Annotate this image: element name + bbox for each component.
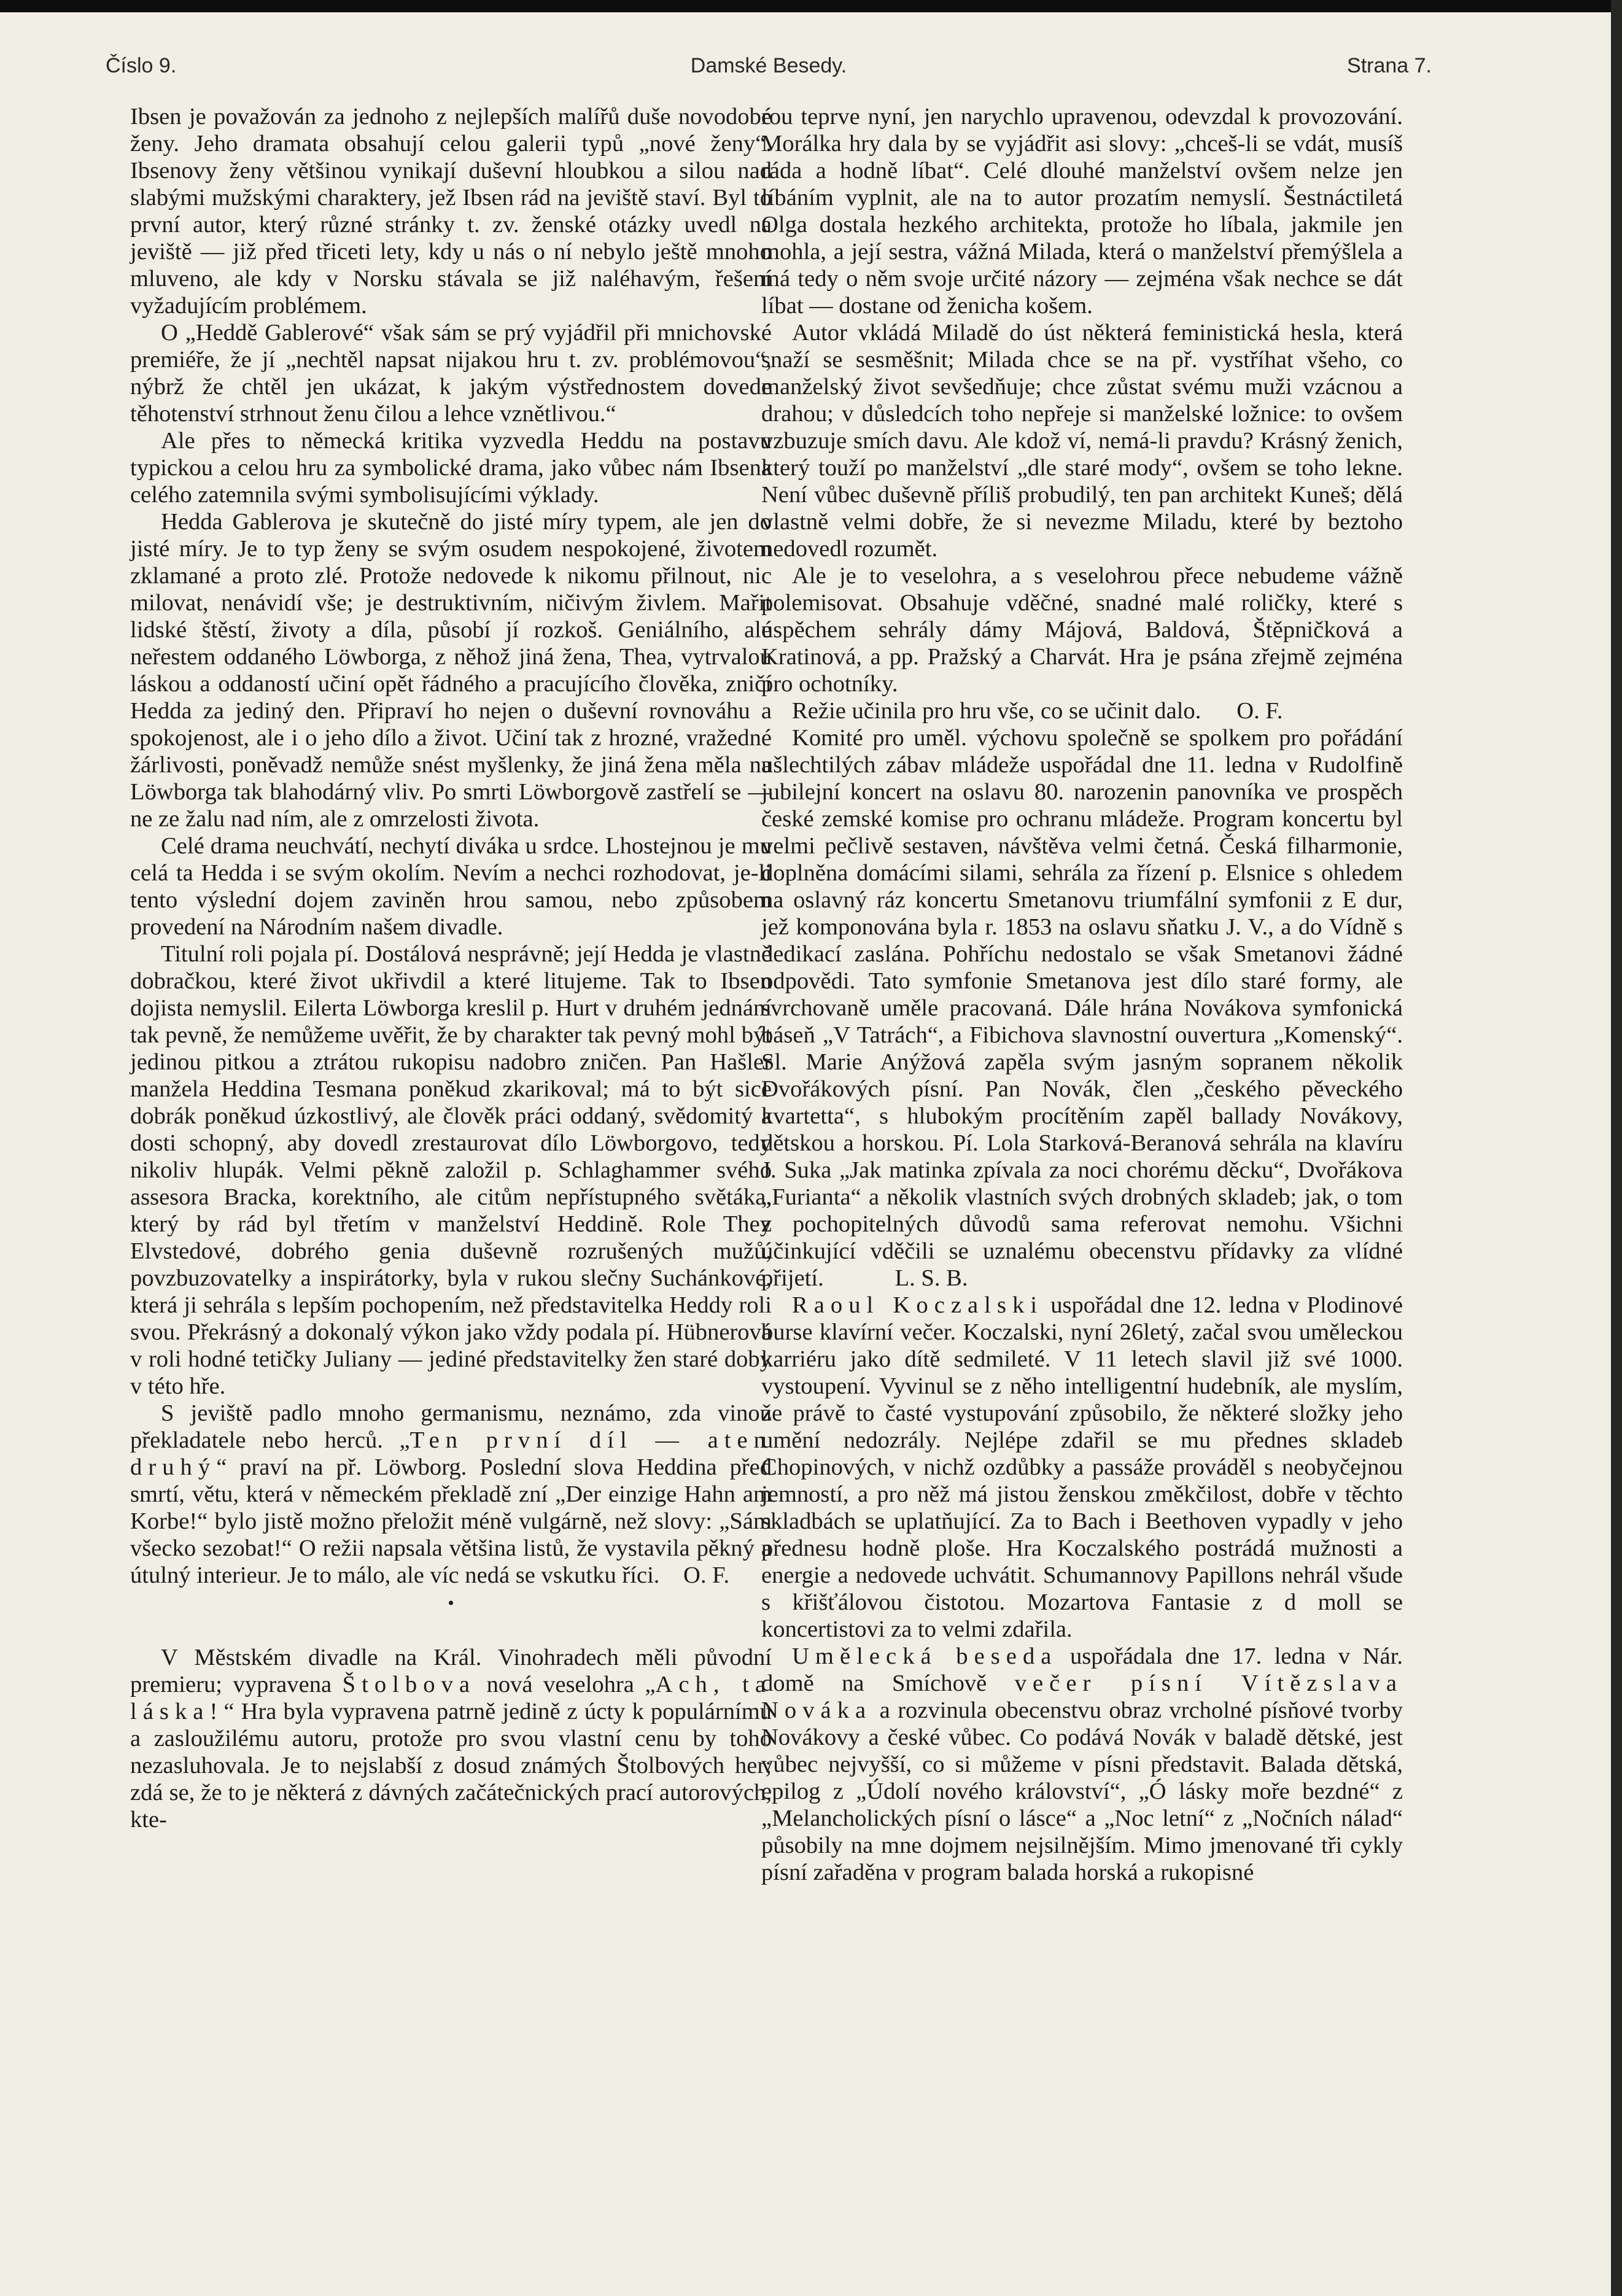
paragraph-novak-evening [761, 1643, 1403, 1886]
paragraph-ibsen-intro: Ibsen je považován za jednoho z nejlepších malířů duše novodobé ženy. Jeho dramata obsahují celou galerii typů „nové ženy“. Ibsenovy ženy většinou vynikají duševní hloubkou a silou nad slabými mužskými charaktery, jež Ibsen rád na jeviště staví. Byl to první autor, který různé stránky t. zv. ženské otázky uvedl na jeviště — již před třiceti lety, kdy u nás o ní nebylo ještě mnoho mluveno, ale kdy v Norsku stávala se již naléhavým, řešení vyžadujícím problémem. [130, 104, 772, 319]
paragraph-feminist-slogans: Autor vkládá Miladě do úst některá feministická hesla, která snaží se sesměšnit; Milada chce se na př. vystříhat všeho, co manželský život sevšedňuje; chce zůstat svému muži vzácnou a drahou; v důsledcích toho nepřeje si manželské ložnice: to ovšem vzbuzuje smích davu. Ale kdož ví, nemá-li pravdu? Krásný ženich, který touží po manželství „dle staré mody“, ovšem se toho lekne. Není vůbec duševně příliš probudilý, ten pan architekt Kuneš; dělá vlastně velmi dobře, že si nevezme Miladu, které by beztoho nedovedl rozumět. [761, 320, 1403, 562]
signature-text: L. S. B. [894, 1265, 968, 1291]
spaced-performer-name: Raoul Koczalski [792, 1292, 1044, 1318]
scan-right-border [1611, 0, 1622, 2296]
publication-title: Damské Besedy. [690, 54, 847, 77]
paragraph-play-morality: rou teprve nyní, jen narychlo upravenou, odevzdal k provozování. Morálka hry dala by se vyjádřit asi slovy: „chceš-li se vdát, musíš ráda a hodně líbat“. Celé dlouhé manželství ovšem nelze jen líbáním vyplnit, ale na to autor prozatím nemyslí. Šestnáctiletá Olga dostala hezkého architekta, protože ho líbala, jakmile jen mohla, a její sestra, vážná Milada, která o manželství přemýšlela a má tedy o něm svoje určité názory — zejména však nechce se dát líbat — dostane od ženicha košem. [761, 104, 1403, 319]
text-segment: uspořádala dne 17. ledna v Nár. domě na Smíchově [761, 1643, 1403, 1696]
author-signature [659, 1562, 729, 1588]
paragraph-drama-impression: Celé drama neuchvátí, nechytí diváka u srdce. Lhostejnou je mu celá ta Hedda i se svým okolím. Nevím a nechci rozhodovat, je-li tento výslední dojem zaviněn hrou samou, nebo způsobem provedení na Národním našem divadle. [130, 833, 772, 940]
paragraph-comedy-cast: Ale je to veselohra, a s veselohrou přece nebudeme vážně polemisovat. Obsahuje vděčné, snadné malé roličky, které s úspěchem sehrály dámy Májová, Baldová, Štěpničková a Kratinová, a pp. Pražský a Charvát. Hra je psána zřejmě zejména pro ochotníky. [761, 563, 1403, 697]
spaced-quote: Ten první díl — aten druhý [130, 1427, 772, 1480]
signature-text: O. F. [683, 1562, 730, 1588]
paragraph-hedda-type: Hedda Gablerova je skutečně do jisté míry typem, ale jen do jisté míry. Je to typ ženy se svým osudem nespokojené, životem zklamané a proto zlé. Protože nedovede k nikomu přilnout, nic milovat, nenávidí vše; je destruktivním, ničivým živlem. Mařit lidské štěstí, životy a díla, působí jí rozkoš. Geniálního, ale neřestem oddaného Löwborga, z něhož jiná žena, Thea, vytrvalou láskou a oddaností učiní opět řádného a pracujícího člověka, zničí Hedda za jediný den. Připraví ho nejen o duševní rovnováhu a spokojenost, ale i o jeho dílo a život. Učiní tak z hrozné, vražedné žárlivosti, poněvadž nemůže snést myšlenky, že jiná žena měla na Löwborga tak blahodárný vliv. Po smrti Löwborgově zastřelí se — ne ze žalu nad ním, ale z omrzelosti života. [130, 509, 772, 832]
spaced-author-name: Štolbova [342, 1672, 476, 1697]
paragraph-german-critique: Ale přes to německá kritika vyzvedla Heddu na postavu typickou a celou hru za symbolické drama, jako vůbec nám Ibsena celého zatemnila svými symbolisujícími výklady. [130, 428, 772, 508]
right-column [761, 103, 1403, 1886]
issue-number: Číslo 9. [106, 54, 177, 77]
paragraph-direction [761, 697, 1403, 724]
paragraph-vinohrady-premiere [130, 1644, 772, 1833]
page-number: Strana 7. [1347, 54, 1432, 77]
paragraph-cast-review: Titulní roli pojala pí. Dostálová nesprávně; její Hedda je vlastně dobračkou, které život ukřivdil a které litujeme. Tak to Ibsen dojista nemyslil. Eilerta Löwborga kreslil p. Hurt v druhém jednání tak pevně, že nemůžeme uvěřit, že by charakter tak pevný mohl být jedinou pitkou a ztrátou rukopisu nadobro zničen. Pan Hašler manžela Heddina Tesmana poněkud zkarikoval; má to být sice dobrák poněkud úzkostlivý, ale člověk práci oddaný, svědomitý a dosti schopný, aby dovedl zrestaurovat dílo Löwborgovo, tedy nikoliv hlupák. Velmi pěkně založil p. Schlaghammer svého assesora Bracka, korektního, ale citům nepřístupného světáka, který by rád byl třetím v manželství Heddině. Role They Elvstedové, dobrého genia duševně rozrušených mužů, povzbuzovatelky a inspirátorky, byla v rukou slečny Suchánkové, která ji sehrála s lepším pochopením, než představitelka Heddy roli svou. Překrásný a dokonalý výkon jako vždy podala pí. Hübnerová v roli hodné tetičky Juliany — jediné představitelky žen staré doby v této hře. [130, 941, 772, 1399]
text-segment: uspořádal dne 12. ledna v Plodinové burse klavírní večer. Koczalski, nyní 26letý, začal svou uměleckou karriéru jako dítě sedmileté. V 11 letech slavil již své 1000. vystoupení. Vyvinul se z něho intelligentní hudebník, ale myslím, že právě to časté vystupování způsobilo, že některé složky jeho umění nedozrály. Nejlépe zdařil se mu přednes skladeb Chopinových, v nichž ozdůbky a passáže prováděl s neobyčejnou jemností, a pro něž má jistou ženskou změkčilost, dobře v těchto skladbách se uplatňující. Za to Bach i Beethoven vypadly v jeho přednesu hodně ploše. Hra Koczalského postrádá mužnosti a energie a nedovede uchvátit. Schumannovy Papillons nehrál všude s křišťálovou čistotou. Mozartova Fantasie z d moll se koncertistovi za to velmi zdařila. [761, 1292, 1403, 1642]
paragraph-hedda-premiere: O „Heddě Gablerové“ však sám se prý vyjádřil při mnichovské premiéře, že jí „nechtěl napsat nijakou hru t. zv. problémovou“, nýbrž že chtěl jen ukázat, k jakým výstřednostem dovede těhotenství strhnout ženu čilou a lehce vznětlivou.“ [130, 320, 772, 427]
spaced-event-title: večer písní Vítězslava Nováka [761, 1670, 1403, 1723]
text-segment: Komité pro uměl. výchovu společně se spolkem pro pořádání ušlechtilých zábav mládeže uspořádal dne 11. ledna v Rudolfině jubilejní koncert na oslavu 80. narozenin panovníka ve prospěch české zemské komise pro ochranu mládeže. Program koncertu byl velmi pečlivě sestaven, návštěva velmi četná. Česká filharmonie, doplněna domácími silami, sehrála za řízení p. Elsnice s ohledem na oslavný ráz koncertu Smetanovu triumfální symfonii z E dur, jež komponována byla r. 1853 na oslavu sňatku J. V., a do Vídně s dedikací zaslána. Pohříchu nedostalo se však Smetanovi žádné odpovědi. Tato symfonie Smetanova jest dílo staré formy, ale svrchovaně uměle pracovaná. Dále hrána Novákova symfonická báseň „V Tatrách“, a Fibichova slavnostní ouvertura „Komenský“. Sl. Marie Anýžová zapěla svým jasným sopranem několik Dvořákových písní. Pan Novák, člen „českého pěveckého kvartetta“, s hlubokým procítěním zapěl ballady Novákovy, dětskou a horskou. Pí. Lola Starková-Beranová sehrála na klavíru J. Suka „Jak matinka zpívala za noci chorému děcku“, Dvořákova „Furianta“ a několik vlastních svých drobných skladeb; jak, o tom z pochopitelných důvodů sama referovat nemohu. Všichni účinkující vděčili se uznalému obecenstvu přídavky za vlídné přijetí. [761, 725, 1403, 1291]
text-segment: “ praví na př. Löwborg. Poslední slova Heddina před smrtí, větu, která v německém překladě zní „Der einzige Hahn am Korbe!“ bylo jistě možno přeložit méně vulgárně, než slovy: „Sám všecko sezobat!“ O režii napsala většina listů, že vystavila pěkný a útulný interieur. Je to málo, ale víc nedá se vskutku říci. [130, 1454, 772, 1588]
text-segment: “ Hra byla vypravena patrně jedině z úcty k populárnímu a zasloužilému autoru, protože pro svou vlastní cenu by toho nezasluhovala. Je to nejslabší z dosud známých Štolbových her; zdá se, že to je některá z dávných začátečnických prací autorových, kte- [130, 1699, 772, 1833]
text-segment: Režie učinila pro hru vše, co se učinit dalo. [792, 698, 1201, 724]
paragraph-koczalski-recital [761, 1292, 1403, 1643]
paragraph-germanisms [130, 1400, 772, 1589]
author-signature [824, 1265, 968, 1291]
signature-text: O. F. [1236, 698, 1283, 724]
scan-top-border [0, 0, 1622, 12]
text-segment: a rozvinula obecenstvu obraz vrcholné písňové tvorby Novákovy a české vůbec. Co podává Novák v baladě dětské, jest vůbec nejvyšší, co si můžeme v písni představit. Balada dětská, epilog z „Údolí nového království“, „Ó lásky moře bezdné“ z „Melancholických písní o lásce“ a „Noc letní“ z „Nočních nálad“ působily na mne dojmem nejsilnějším. Mimo jmenované tři cykly písní zařaděna v program balada horská a rukopisné [761, 1697, 1403, 1885]
left-column [130, 103, 772, 1833]
author-signature [1201, 698, 1282, 724]
text-segment: S jeviště padlo mnoho germanismu, neznámo, zda vinou překladatele nebo herců. „ [130, 1400, 772, 1453]
spaced-play-title: Ach, ta láska! [130, 1672, 772, 1724]
page-header [106, 54, 1432, 91]
section-divider: • [448, 1593, 454, 1613]
paragraph-jubilee-concert [761, 724, 1403, 1292]
spaced-society-name: Umělecká beseda [792, 1643, 1058, 1669]
text-segment: nová veselohra „ [476, 1672, 656, 1697]
text-segment: V Městském divadle na Král. Vinohradech měli původní premieru; vypravena [130, 1645, 772, 1697]
